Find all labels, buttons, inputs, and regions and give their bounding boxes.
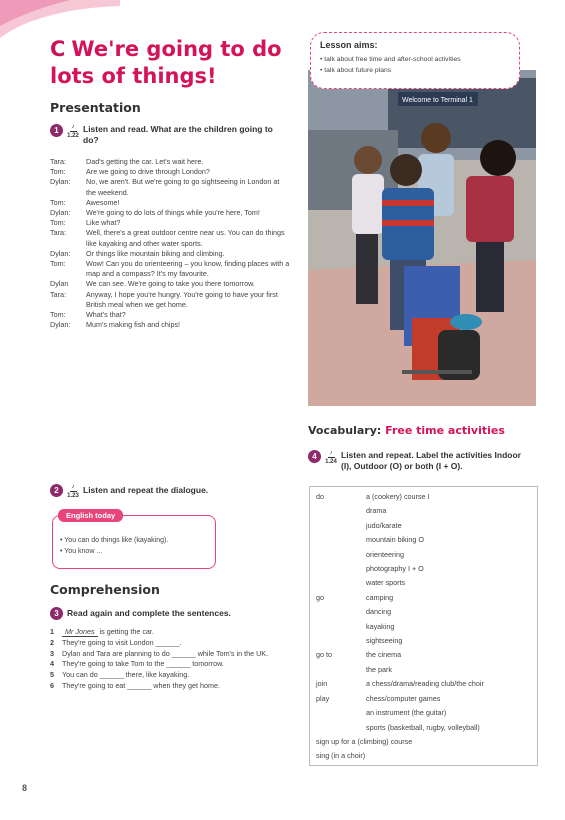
- vocabulary-list: [316, 490, 531, 764]
- vocab-row: [316, 591, 531, 605]
- vocab-row: [316, 576, 531, 590]
- speaker: Tom:: [50, 310, 66, 320]
- line-text: Mum's making fish and chips!: [86, 320, 181, 330]
- audio-track-number: 1.23: [67, 493, 79, 499]
- english-today-list: [60, 535, 168, 557]
- vocab-row: [316, 648, 531, 662]
- sentence-text: They're going to take Tom to the ______ tomorrow.: [62, 659, 224, 669]
- vocab-item: judo/karate: [366, 520, 402, 530]
- vocab-row: [316, 749, 531, 763]
- english-today-item: • You know ...: [60, 548, 103, 555]
- vocab-row: [316, 706, 531, 720]
- vocab-verb: [316, 562, 366, 576]
- vocab-item: an instrument (the guitar): [366, 708, 447, 718]
- vocab-item: sightseeing: [366, 636, 403, 646]
- lesson-aims-title: Lesson aims:: [320, 40, 378, 50]
- terminal-sign-text: Welcome to Terminal 1: [402, 97, 473, 104]
- dialogue-line: [50, 157, 290, 167]
- speaker: Tara:: [50, 157, 66, 166]
- corner-decoration: [0, 0, 120, 40]
- sentence-item: [50, 649, 290, 660]
- line-text: Are we going to drive through London?: [86, 167, 210, 177]
- vocab-item: the cinema: [366, 650, 402, 660]
- lesson-aim-item: • talk about free time and after-school activities: [320, 56, 461, 63]
- vocab-item: mountain biking O: [366, 535, 424, 545]
- unit-title-text: We're going to do lots of things!: [50, 37, 282, 88]
- dialogue-line: [50, 320, 290, 330]
- vocab-row: [316, 504, 531, 518]
- sentence-text: They're going to visit London ______.: [62, 637, 182, 647]
- vocab-item: the park: [366, 664, 392, 674]
- sentence-text: Dylan and Tara are planning to do ______ while Tom's in the UK.: [62, 648, 269, 658]
- exercise-number-badge: 1: [50, 124, 63, 137]
- speaker: Dylan:: [50, 320, 71, 330]
- speaker: Tom:: [50, 167, 66, 177]
- example-answer: Mr Jones: [62, 627, 98, 637]
- sentence-number: 1: [50, 627, 54, 636]
- line-text: No, we aren't. But we're going to go sightseeing in London at the weekend.: [86, 177, 280, 197]
- vocab-verb: [316, 605, 366, 619]
- exercise-3-heading: [50, 607, 285, 620]
- vocab-verb: sing (in a choir): [316, 751, 366, 761]
- exercise-number-badge: 2: [50, 484, 63, 497]
- vocab-verb: [316, 576, 366, 590]
- vocab-row: [316, 620, 531, 634]
- sentence-number: 3: [50, 648, 54, 658]
- english-today-label: English today: [58, 509, 123, 522]
- vocab-row: [316, 677, 531, 691]
- vocab-item: chess/computer games: [366, 693, 441, 703]
- vocab-row: [316, 490, 531, 504]
- vocab-row: [316, 519, 531, 533]
- line-text: Well, there's a great outdoor centre near us. You can do things like kayaking and other water sports.: [86, 228, 285, 248]
- lesson-aims-list: [320, 55, 461, 76]
- audio-track-icon: ♪ 1.23: [67, 484, 79, 499]
- vocab-verb: do: [316, 492, 324, 501]
- exercise-2-instruction: Listen and repeat the dialogue.: [83, 485, 209, 495]
- sentence-number: 4: [50, 659, 54, 669]
- vocab-verb: [316, 706, 366, 720]
- sentence-text: You can do ______ there, like kayaking.: [62, 670, 190, 680]
- line-text: Dad's getting the car. Let's wait here.: [86, 157, 204, 166]
- vocab-item: a chess/drama/reading club/the choir: [366, 679, 484, 689]
- line-text: Awesome!: [86, 197, 120, 207]
- vocab-item: drama: [366, 506, 387, 516]
- line-text: Like what?: [86, 218, 121, 228]
- vocab-verb: play: [316, 693, 330, 703]
- vocab-row: [316, 548, 531, 562]
- vocab-verb: [316, 721, 366, 735]
- exercise-2-heading: [50, 484, 285, 499]
- sentence-number: 5: [50, 670, 54, 680]
- vocab-verb: [316, 504, 366, 518]
- speaker: Tom:: [50, 197, 66, 207]
- vocab-row: [316, 562, 531, 576]
- line-text: Wow! Can you do orienteering – you know, finding places with a map and a compass? It's my favourite.: [86, 259, 290, 279]
- vocab-row: [316, 663, 531, 677]
- vocab-item: water sports: [366, 578, 406, 588]
- comprehension-heading: Comprehension: [50, 582, 160, 597]
- vocab-item: sports (basketball, rugby, volleyball): [366, 722, 480, 732]
- dialogue-line: [50, 259, 290, 279]
- dialogue-line: [50, 279, 290, 289]
- sentence-list: [50, 627, 290, 692]
- vocab-verb: [316, 634, 366, 648]
- vocab-row: [316, 692, 531, 706]
- dialogue-line: [50, 208, 290, 218]
- vocab-verb: sign up for a (climbing) course: [316, 736, 413, 746]
- vocab-item: dancing: [366, 607, 392, 617]
- line-text: We're going to do lots of things while you're here, Tom!: [86, 208, 260, 218]
- exercise-number-badge: 3: [50, 607, 63, 620]
- vocab-row: [316, 634, 531, 648]
- sentence-number: 6: [50, 680, 54, 690]
- dialogue: [50, 157, 290, 330]
- exercise-1-heading: [50, 124, 285, 146]
- audio-track-icon: ♪ 1.22: [67, 124, 79, 139]
- exercise-1-instruction: Listen and read. What are the children going to do?: [83, 124, 273, 145]
- speaker: Tara:: [50, 228, 66, 238]
- audio-track-number: 1.22: [67, 133, 79, 139]
- sentence-text: is getting the car.: [99, 627, 154, 636]
- speaker: Tara:: [50, 289, 66, 299]
- vocabulary-label: Vocabulary:: [308, 424, 382, 437]
- speaker: Dylan:: [50, 208, 71, 218]
- airport-photo: [308, 70, 536, 406]
- page-title: [50, 36, 300, 90]
- speaker: Tom:: [50, 259, 66, 269]
- exercise-3-instruction: Read again and complete the sentences.: [67, 608, 231, 618]
- dialogue-line: [50, 249, 290, 259]
- vocab-item: kayaking: [366, 621, 395, 631]
- vocab-verb: join: [316, 679, 328, 689]
- speaker: Dylan:: [50, 248, 71, 258]
- sentence-item: [50, 670, 290, 681]
- vocab-item: camping: [366, 592, 394, 602]
- dialogue-line: [50, 177, 290, 197]
- vocab-verb: go to: [316, 650, 332, 660]
- speaker: Dylan:: [50, 177, 71, 187]
- line-text: Anyway, I hope you're hungry. You're going to have your first British meal when we get home.: [86, 289, 278, 309]
- exercise-4-heading: [308, 450, 530, 472]
- dialogue-line: [50, 310, 290, 320]
- sentence-number: 2: [50, 637, 54, 647]
- vocab-row: [316, 721, 531, 735]
- vocab-verb: [316, 519, 366, 533]
- line-text: What's that?: [86, 310, 126, 320]
- sentence-text: They're going to eat ______ when they get home.: [62, 680, 221, 690]
- vocabulary-topic: Free time activities: [385, 424, 505, 437]
- page-number: 8: [22, 783, 28, 793]
- sentence-item: [50, 627, 290, 638]
- exercise-number-badge: 4: [308, 450, 321, 463]
- dialogue-line: [50, 167, 290, 177]
- audio-track-icon: ♪ 1.24: [325, 450, 337, 465]
- line-text: Or things like mountain biking and climbing.: [86, 248, 225, 258]
- vocab-item: a (cookery) course I: [366, 492, 430, 501]
- speaker: Tom:: [50, 218, 66, 228]
- vocab-verb: [316, 620, 366, 634]
- audio-track-number: 1.24: [325, 459, 337, 465]
- vocabulary-heading: [308, 424, 505, 437]
- sentence-item: [50, 659, 290, 670]
- english-today-item: • You can do things like (kayaking).: [60, 537, 169, 544]
- vocab-verb: [316, 663, 366, 677]
- dialogue-line: [50, 198, 290, 208]
- vocab-item: orienteering: [366, 549, 404, 559]
- dialogue-line: [50, 228, 290, 248]
- vocab-row: [316, 735, 531, 749]
- speaker: Dylan: [50, 279, 69, 289]
- unit-letter: C: [50, 37, 66, 61]
- vocab-row: [316, 533, 531, 547]
- dialogue-line: [50, 290, 290, 310]
- exercise-4-instruction: Listen and repeat. Label the activities Indoor (I), Outdoor (O) or both (I + O).: [341, 450, 521, 471]
- line-text: We can see. We're going to take you there tomorrow.: [86, 279, 255, 289]
- presentation-heading: Presentation: [50, 100, 141, 115]
- dialogue-line: [50, 218, 290, 228]
- sentence-item: [50, 681, 290, 692]
- lesson-aim-item: • talk about future plans: [320, 66, 392, 74]
- vocab-verb: go: [316, 592, 324, 602]
- vocab-verb: [316, 533, 366, 547]
- vocab-row: [316, 605, 531, 619]
- vocab-verb: [316, 548, 366, 562]
- vocab-item: photography I + O: [366, 564, 424, 574]
- sentence-item: [50, 638, 290, 649]
